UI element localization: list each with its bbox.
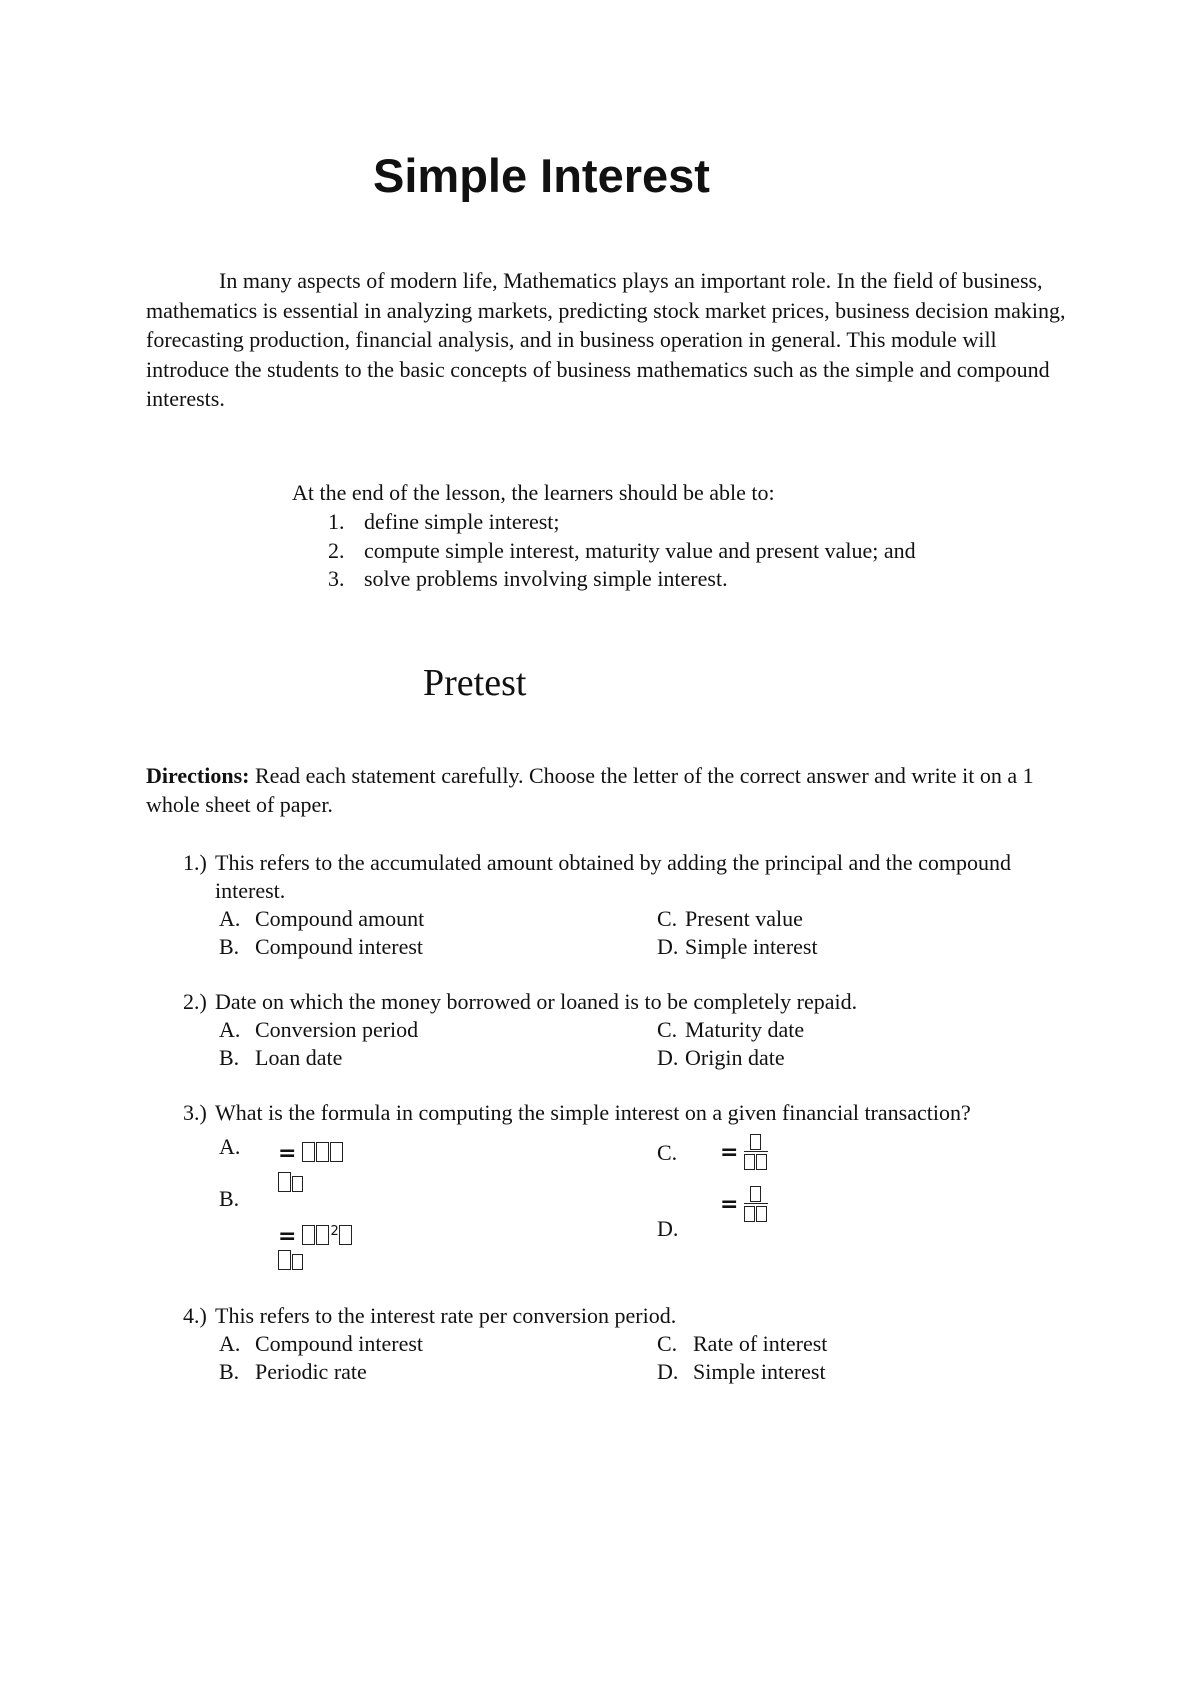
option-d[interactable]: D. Origin date: [657, 1045, 785, 1070]
pretest-heading: Pretest: [423, 662, 527, 704]
directions: [146, 762, 1076, 819]
formula-a-lhs: [278, 1171, 304, 1197]
option-a[interactable]: A. Conversion period: [219, 1017, 419, 1042]
intro-paragraph: In many aspects of modern life, Mathematics plays an important role. In the field of business, mathematics is essential in analyzing markets, predicting stock market prices, business decision making, forecasting production, financial analysis, and in business operation in general. This module will introduce the students to the basic concepts of business mathematics such as the simple and compound interests.: [146, 268, 1066, 411]
option-b[interactable]: B. Compound interest: [219, 934, 424, 959]
formula-c: =: [720, 1133, 768, 1172]
answer-options: [183, 1016, 1083, 1072]
option-d[interactable]: D. Simple interest: [657, 1359, 826, 1384]
objective-item: 2. compute simple interest, maturity value and present value; and: [328, 537, 916, 563]
question-stem: 4.) This refers to the interest rate per conversion period.: [183, 1303, 677, 1328]
formula-b-lhs: [278, 1249, 304, 1275]
question-3: [183, 1099, 1083, 1277]
option-a[interactable]: A. Compound amount: [219, 906, 425, 931]
question-stem: 3.) What is the formula in computing the simple interest on a given financial transaction?: [183, 1100, 971, 1125]
option-d[interactable]: D. Simple interest: [657, 934, 818, 959]
question-stem: 2.) Date on which the money borrowed or loaned is to be completely repaid.: [183, 989, 858, 1014]
option-d[interactable]: D.: [657, 1216, 679, 1241]
answer-options: [183, 1330, 1083, 1386]
question-stem: 1.) This refers to the accumulated amount obtained by adding the principal and the compound interest.: [183, 850, 1012, 903]
page-title: Simple Interest: [373, 149, 710, 202]
option-c[interactable]: C. Present value: [657, 906, 803, 931]
answer-options: [183, 1127, 1083, 1277]
formula-d: =: [720, 1185, 768, 1224]
option-a[interactable]: A. Compound interest: [219, 1331, 424, 1356]
question-4: [183, 1302, 1083, 1386]
objectives-list: [328, 508, 916, 594]
objective-item: 1. define simple interest;: [328, 509, 560, 534]
option-b[interactable]: B. Periodic rate: [219, 1359, 367, 1384]
question-1: [183, 849, 1083, 961]
question-2: [183, 988, 1083, 1072]
option-c[interactable]: C. Rate of interest: [657, 1331, 828, 1356]
directions-text: Read each statement carefully. Choose the letter of the correct answer and write it on a 1 whole sheet of paper.: [146, 763, 1034, 817]
objective-item: 3. solve problems involving simple interest.: [328, 566, 728, 591]
option-b[interactable]: B.: [219, 1186, 240, 1211]
formula-b: = $^2$: [278, 1219, 353, 1250]
option-c[interactable]: C. Maturity date: [657, 1017, 805, 1042]
directions-label: Directions:: [146, 763, 250, 788]
answer-options: [183, 905, 1083, 961]
option-a[interactable]: A.: [219, 1134, 241, 1159]
objectives-lead: At the end of the lesson, the learners should be able to:: [292, 480, 775, 505]
option-b[interactable]: B. Loan date: [219, 1045, 343, 1070]
option-c[interactable]: C.: [657, 1140, 678, 1165]
formula-a: =: [278, 1141, 344, 1167]
